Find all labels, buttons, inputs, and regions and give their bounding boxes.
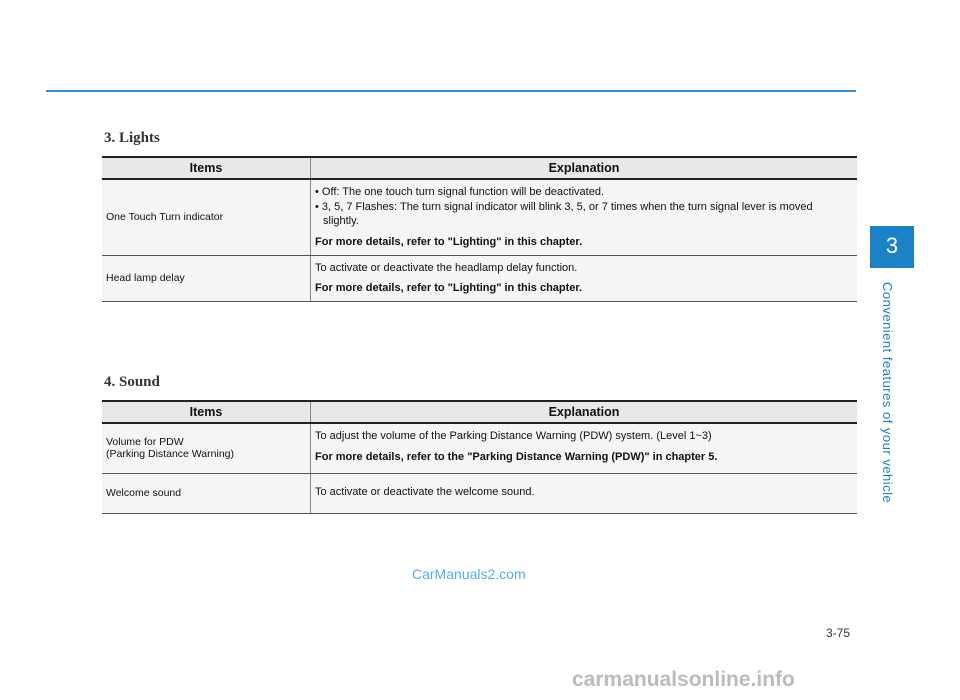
lights-table	[102, 156, 857, 302]
explanation-line: slightly.	[323, 215, 359, 227]
items-column-header: Items	[102, 157, 311, 179]
sound-table	[102, 400, 857, 514]
item-name	[102, 423, 311, 473]
footer-watermark: carmanualsonline.info	[572, 668, 795, 691]
table-row	[102, 473, 857, 513]
header-rule	[46, 90, 856, 92]
page-number: 3-75	[826, 626, 851, 640]
item-explanation	[311, 179, 858, 255]
reference-note: For more details, refer to "Lighting" in this chapter.	[315, 282, 583, 294]
watermark-site: CarManuals2.com	[412, 566, 526, 582]
item-name: Welcome sound	[102, 473, 311, 513]
explanation-line: To adjust the volume of the Parking Distance Warning (PDW) system. (Level 1~3)	[315, 430, 712, 442]
explanation-line: To activate or deactivate the welcome sound.	[315, 485, 535, 498]
items-column-header: Items	[102, 401, 311, 423]
sound-section-title: 4. Sound	[104, 374, 160, 390]
item-name-line: (Parking Distance Warning)	[106, 448, 234, 461]
explanation-line: To activate or deactivate the headlamp delay function.	[315, 261, 578, 274]
explanation-column-header: Explanation	[311, 401, 858, 423]
lights-section-title: 3. Lights	[104, 130, 160, 146]
item-explanation	[311, 473, 858, 513]
reference-note: For more details, refer to the "Parking Distance Warning (PDW)" in chapter 5.	[315, 450, 718, 463]
item-name: Head lamp delay	[102, 255, 311, 302]
table-row	[102, 423, 857, 473]
explanation-line: • 3, 5, 7 Flashes: The turn signal indicator will blink 3, 5, or 7 times when the turn signal lever is moved	[315, 200, 813, 213]
explanation-line: • Off: The one touch turn signal function will be deactivated.	[315, 186, 605, 198]
explanation-column-header: Explanation	[311, 157, 858, 179]
item-explanation	[311, 423, 858, 473]
table-row	[102, 179, 857, 255]
reference-note: For more details, refer to "Lighting" in this chapter.	[315, 235, 583, 248]
chapter-side-label: Convenient features of your vehicle	[880, 282, 895, 504]
item-explanation	[311, 255, 858, 302]
item-name-line: Volume for PDW	[106, 436, 184, 449]
item-name: One Touch Turn indicator	[102, 179, 311, 255]
chapter-tab: 3	[870, 226, 914, 268]
table-row	[102, 255, 857, 302]
